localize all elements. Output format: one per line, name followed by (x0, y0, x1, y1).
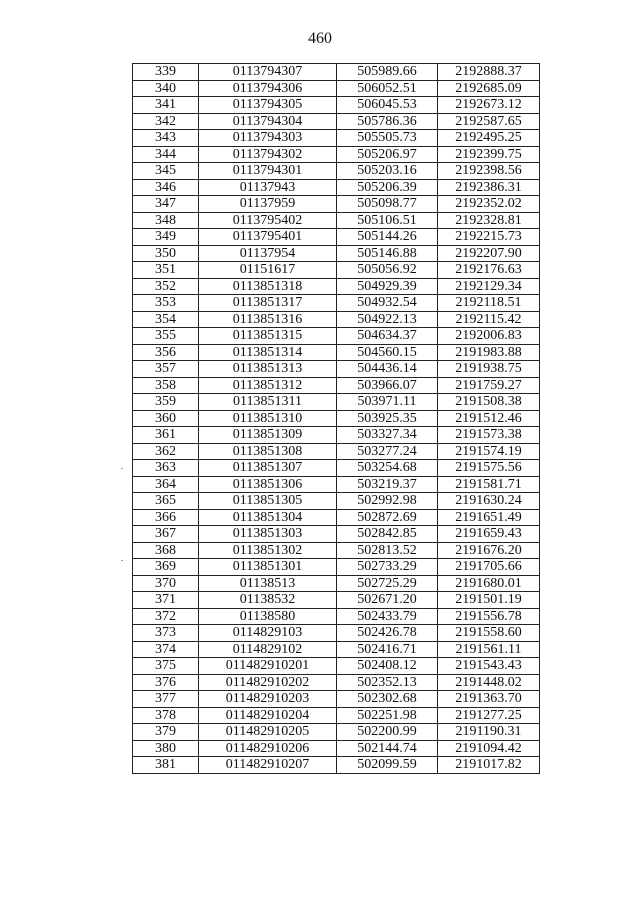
x-coordinate-cell: 502352.13 (337, 674, 438, 691)
row-index-cell: 364 (133, 476, 199, 493)
x-coordinate-cell: 505989.66 (337, 64, 438, 81)
row-index-cell: 347 (133, 196, 199, 213)
code-cell: 01151617 (199, 262, 337, 279)
code-cell: 011482910204 (199, 707, 337, 724)
y-coordinate-cell: 2191558.60 (438, 625, 540, 642)
y-coordinate-cell: 2192888.37 (438, 64, 540, 81)
table-row (133, 641, 540, 658)
row-index-cell: 346 (133, 179, 199, 196)
y-coordinate-cell: 2191630.24 (438, 493, 540, 510)
row-index-cell: 381 (133, 757, 199, 774)
code-cell: 01138580 (199, 608, 337, 625)
row-index-cell: 355 (133, 328, 199, 345)
x-coordinate-cell: 502099.59 (337, 757, 438, 774)
table-row (133, 608, 540, 625)
row-index-cell: 367 (133, 526, 199, 543)
code-cell: 0113851308 (199, 443, 337, 460)
table-row (133, 476, 540, 493)
row-index-cell: 361 (133, 427, 199, 444)
x-coordinate-cell: 502813.52 (337, 542, 438, 559)
row-index-cell: 372 (133, 608, 199, 625)
row-index-cell: 368 (133, 542, 199, 559)
row-index-cell: 374 (133, 641, 199, 658)
scan-speck (121, 468, 123, 469)
y-coordinate-cell: 2191190.31 (438, 724, 540, 741)
coordinates-table (132, 63, 540, 774)
y-coordinate-cell: 2191094.42 (438, 740, 540, 757)
y-coordinate-cell: 2191277.25 (438, 707, 540, 724)
y-coordinate-cell: 2191680.01 (438, 575, 540, 592)
x-coordinate-cell: 504560.15 (337, 344, 438, 361)
y-coordinate-cell: 2192328.81 (438, 212, 540, 229)
table-row (133, 427, 540, 444)
table-row (133, 757, 540, 774)
y-coordinate-cell: 2192176.63 (438, 262, 540, 279)
x-coordinate-cell: 502992.98 (337, 493, 438, 510)
x-coordinate-cell: 503277.24 (337, 443, 438, 460)
x-coordinate-cell: 505206.39 (337, 179, 438, 196)
y-coordinate-cell: 2192399.75 (438, 146, 540, 163)
table-row (133, 361, 540, 378)
y-coordinate-cell: 2191574.19 (438, 443, 540, 460)
x-coordinate-cell: 505786.36 (337, 113, 438, 130)
y-coordinate-cell: 2192587.65 (438, 113, 540, 130)
y-coordinate-cell: 2191575.56 (438, 460, 540, 477)
x-coordinate-cell: 502426.78 (337, 625, 438, 642)
row-index-cell: 369 (133, 559, 199, 576)
table-row (133, 658, 540, 675)
table-row (133, 212, 540, 229)
code-cell: 0113851310 (199, 410, 337, 427)
code-cell: 0113851312 (199, 377, 337, 394)
row-index-cell: 356 (133, 344, 199, 361)
table-row (133, 113, 540, 130)
y-coordinate-cell: 2191561.11 (438, 641, 540, 658)
row-index-cell: 348 (133, 212, 199, 229)
code-cell: 0113851307 (199, 460, 337, 477)
table-row (133, 493, 540, 510)
y-coordinate-cell: 2191676.20 (438, 542, 540, 559)
row-index-cell: 353 (133, 295, 199, 312)
table-row (133, 146, 540, 163)
y-coordinate-cell: 2191556.78 (438, 608, 540, 625)
table-row (133, 344, 540, 361)
code-cell: 0113794301 (199, 163, 337, 180)
table-row (133, 311, 540, 328)
table-row (133, 740, 540, 757)
code-cell: 0113794303 (199, 130, 337, 147)
table-row (133, 245, 540, 262)
y-coordinate-cell: 2192115.42 (438, 311, 540, 328)
x-coordinate-cell: 505203.16 (337, 163, 438, 180)
row-index-cell: 375 (133, 658, 199, 675)
row-index-cell: 363 (133, 460, 199, 477)
x-coordinate-cell: 502302.68 (337, 691, 438, 708)
table-row (133, 377, 540, 394)
table-row (133, 196, 540, 213)
table-row (133, 97, 540, 114)
row-index-cell: 342 (133, 113, 199, 130)
y-coordinate-cell: 2191659.43 (438, 526, 540, 543)
table-row (133, 542, 540, 559)
y-coordinate-cell: 2191017.82 (438, 757, 540, 774)
table-row (133, 262, 540, 279)
table-row (133, 64, 540, 81)
x-coordinate-cell: 502416.71 (337, 641, 438, 658)
row-index-cell: 358 (133, 377, 199, 394)
code-cell: 0113851317 (199, 295, 337, 312)
row-index-cell: 345 (133, 163, 199, 180)
x-coordinate-cell: 502200.99 (337, 724, 438, 741)
table-row (133, 460, 540, 477)
table-row (133, 80, 540, 97)
y-coordinate-cell: 2192207.90 (438, 245, 540, 262)
code-cell: 01137943 (199, 179, 337, 196)
code-cell: 011482910205 (199, 724, 337, 741)
code-cell: 01137954 (199, 245, 337, 262)
code-cell: 0113851309 (199, 427, 337, 444)
x-coordinate-cell: 502842.85 (337, 526, 438, 543)
x-coordinate-cell: 505144.26 (337, 229, 438, 246)
row-index-cell: 373 (133, 625, 199, 642)
table-row (133, 328, 540, 345)
code-cell: 0113851311 (199, 394, 337, 411)
code-cell: 011482910203 (199, 691, 337, 708)
y-coordinate-cell: 2192495.25 (438, 130, 540, 147)
y-coordinate-cell: 2192006.83 (438, 328, 540, 345)
x-coordinate-cell: 503219.37 (337, 476, 438, 493)
table-row (133, 559, 540, 576)
x-coordinate-cell: 505106.51 (337, 212, 438, 229)
y-coordinate-cell: 2191705.66 (438, 559, 540, 576)
x-coordinate-cell: 506045.53 (337, 97, 438, 114)
table-row (133, 295, 540, 312)
code-cell: 0113794304 (199, 113, 337, 130)
row-index-cell: 341 (133, 97, 199, 114)
code-cell: 0113794307 (199, 64, 337, 81)
x-coordinate-cell: 505146.88 (337, 245, 438, 262)
x-coordinate-cell: 502671.20 (337, 592, 438, 609)
row-index-cell: 371 (133, 592, 199, 609)
y-coordinate-cell: 2191573.38 (438, 427, 540, 444)
row-index-cell: 354 (133, 311, 199, 328)
code-cell: 011482910201 (199, 658, 337, 675)
x-coordinate-cell: 502872.69 (337, 509, 438, 526)
x-coordinate-cell: 503925.35 (337, 410, 438, 427)
x-coordinate-cell: 505056.92 (337, 262, 438, 279)
y-coordinate-cell: 2191512.46 (438, 410, 540, 427)
code-cell: 0113851318 (199, 278, 337, 295)
row-index-cell: 339 (133, 64, 199, 81)
row-index-cell: 366 (133, 509, 199, 526)
code-cell: 01137959 (199, 196, 337, 213)
table-row (133, 443, 540, 460)
x-coordinate-cell: 504929.39 (337, 278, 438, 295)
table-row (133, 179, 540, 196)
table-row (133, 526, 540, 543)
code-cell: 0113795401 (199, 229, 337, 246)
table-row (133, 724, 540, 741)
x-coordinate-cell: 502433.79 (337, 608, 438, 625)
y-coordinate-cell: 2192129.34 (438, 278, 540, 295)
row-index-cell: 357 (133, 361, 199, 378)
code-cell: 01138513 (199, 575, 337, 592)
coordinates-table-body (133, 64, 540, 774)
y-coordinate-cell: 2191508.38 (438, 394, 540, 411)
code-cell: 0113851305 (199, 493, 337, 510)
y-coordinate-cell: 2191651.49 (438, 509, 540, 526)
table-row (133, 130, 540, 147)
x-coordinate-cell: 505505.73 (337, 130, 438, 147)
code-cell: 0113794305 (199, 97, 337, 114)
code-cell: 0113851302 (199, 542, 337, 559)
table-row (133, 674, 540, 691)
code-cell: 0113851303 (199, 526, 337, 543)
row-index-cell: 380 (133, 740, 199, 757)
code-cell: 0114829103 (199, 625, 337, 642)
row-index-cell: 340 (133, 80, 199, 97)
code-cell: 0113851301 (199, 559, 337, 576)
row-index-cell: 343 (133, 130, 199, 147)
x-coordinate-cell: 506052.51 (337, 80, 438, 97)
code-cell: 0113851304 (199, 509, 337, 526)
x-coordinate-cell: 502733.29 (337, 559, 438, 576)
x-coordinate-cell: 504932.54 (337, 295, 438, 312)
page-number: 460 (308, 30, 332, 47)
row-index-cell: 378 (133, 707, 199, 724)
code-cell: 011482910206 (199, 740, 337, 757)
x-coordinate-cell: 503254.68 (337, 460, 438, 477)
y-coordinate-cell: 2191501.19 (438, 592, 540, 609)
x-coordinate-cell: 503966.07 (337, 377, 438, 394)
y-coordinate-cell: 2192398.56 (438, 163, 540, 180)
code-cell: 0113851316 (199, 311, 337, 328)
table-row (133, 691, 540, 708)
x-coordinate-cell: 502725.29 (337, 575, 438, 592)
table-row (133, 575, 540, 592)
table-row (133, 394, 540, 411)
table-row (133, 278, 540, 295)
table-row (133, 163, 540, 180)
table-row (133, 229, 540, 246)
code-cell: 0113795402 (199, 212, 337, 229)
x-coordinate-cell: 502144.74 (337, 740, 438, 757)
row-index-cell: 365 (133, 493, 199, 510)
y-coordinate-cell: 2191938.75 (438, 361, 540, 378)
y-coordinate-cell: 2192673.12 (438, 97, 540, 114)
code-cell: 0113851313 (199, 361, 337, 378)
row-index-cell: 350 (133, 245, 199, 262)
y-coordinate-cell: 2191363.70 (438, 691, 540, 708)
x-coordinate-cell: 504634.37 (337, 328, 438, 345)
row-index-cell: 349 (133, 229, 199, 246)
scan-speck (121, 560, 123, 561)
code-cell: 0113794306 (199, 80, 337, 97)
code-cell: 0113851314 (199, 344, 337, 361)
row-index-cell: 360 (133, 410, 199, 427)
row-index-cell: 379 (133, 724, 199, 741)
table-row (133, 707, 540, 724)
x-coordinate-cell: 504436.14 (337, 361, 438, 378)
y-coordinate-cell: 2191759.27 (438, 377, 540, 394)
x-coordinate-cell: 503971.11 (337, 394, 438, 411)
y-coordinate-cell: 2192685.09 (438, 80, 540, 97)
table-row (133, 509, 540, 526)
table-row (133, 625, 540, 642)
row-index-cell: 376 (133, 674, 199, 691)
row-index-cell: 359 (133, 394, 199, 411)
y-coordinate-cell: 2192386.31 (438, 179, 540, 196)
x-coordinate-cell: 505206.97 (337, 146, 438, 163)
code-cell: 0113851306 (199, 476, 337, 493)
y-coordinate-cell: 2192215.73 (438, 229, 540, 246)
code-cell: 01138532 (199, 592, 337, 609)
row-index-cell: 370 (133, 575, 199, 592)
row-index-cell: 344 (133, 146, 199, 163)
code-cell: 0113851315 (199, 328, 337, 345)
y-coordinate-cell: 2192352.02 (438, 196, 540, 213)
x-coordinate-cell: 503327.34 (337, 427, 438, 444)
table-row (133, 592, 540, 609)
x-coordinate-cell: 502408.12 (337, 658, 438, 675)
code-cell: 011482910202 (199, 674, 337, 691)
y-coordinate-cell: 2191448.02 (438, 674, 540, 691)
table-row (133, 410, 540, 427)
row-index-cell: 362 (133, 443, 199, 460)
x-coordinate-cell: 504922.13 (337, 311, 438, 328)
y-coordinate-cell: 2191543.43 (438, 658, 540, 675)
row-index-cell: 352 (133, 278, 199, 295)
code-cell: 0113794302 (199, 146, 337, 163)
y-coordinate-cell: 2191581.71 (438, 476, 540, 493)
row-index-cell: 351 (133, 262, 199, 279)
x-coordinate-cell: 502251.98 (337, 707, 438, 724)
y-coordinate-cell: 2192118.51 (438, 295, 540, 312)
x-coordinate-cell: 505098.77 (337, 196, 438, 213)
code-cell: 0114829102 (199, 641, 337, 658)
code-cell: 011482910207 (199, 757, 337, 774)
y-coordinate-cell: 2191983.88 (438, 344, 540, 361)
row-index-cell: 377 (133, 691, 199, 708)
